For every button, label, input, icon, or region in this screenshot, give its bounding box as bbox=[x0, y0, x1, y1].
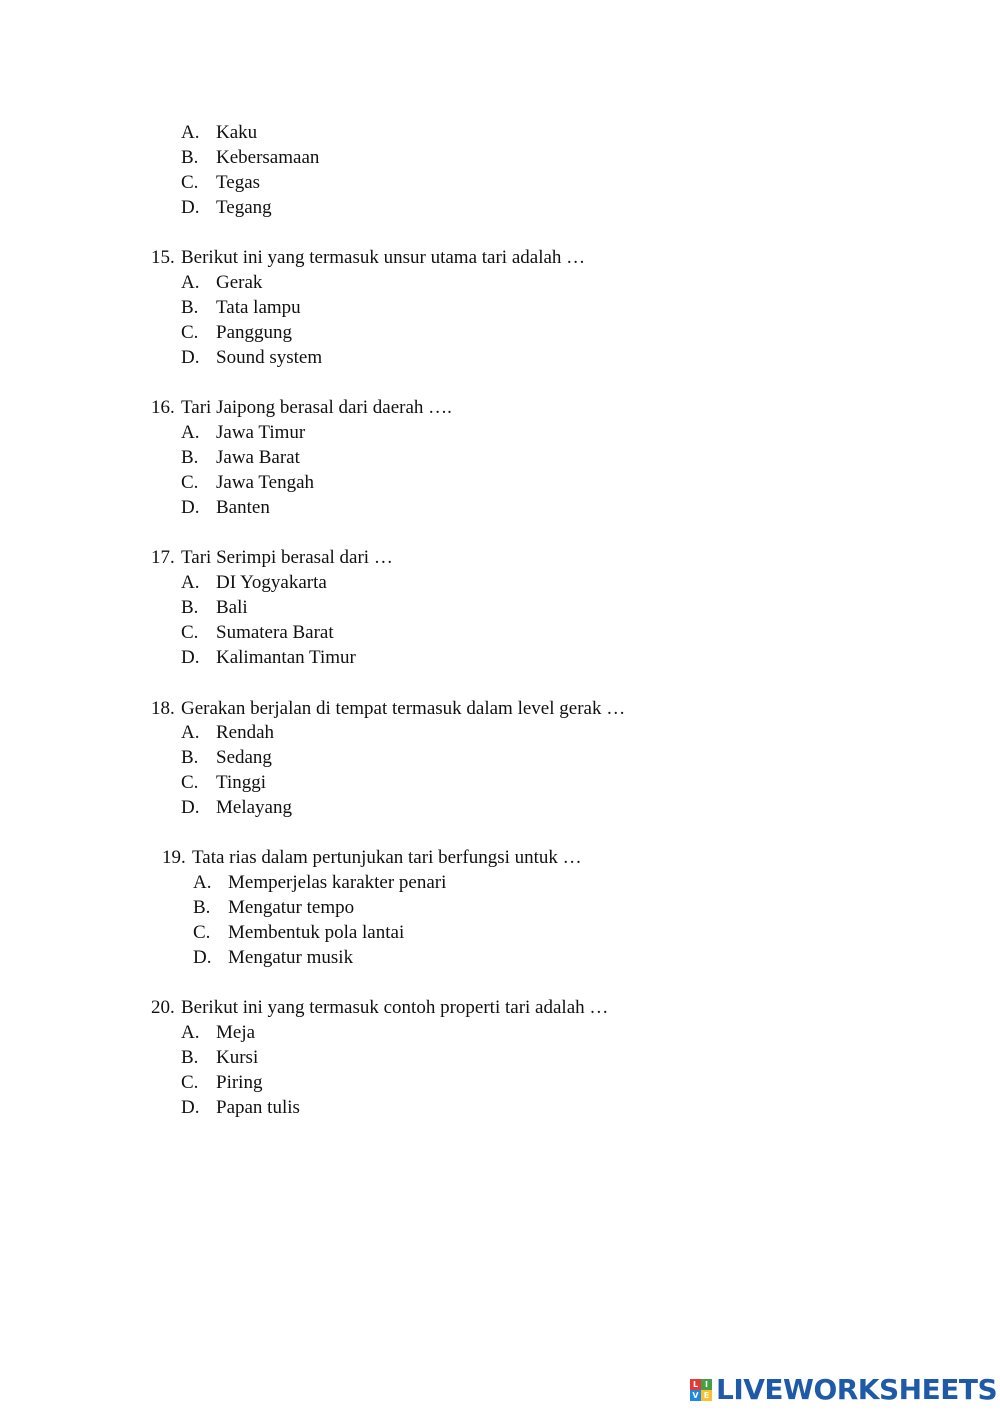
option-text: Gerak bbox=[216, 272, 263, 293]
option-letter: B. bbox=[181, 597, 199, 618]
option-letter: C. bbox=[181, 322, 199, 343]
question-text: Gerakan berjalan di tempat termasuk dalam level gerak … bbox=[181, 698, 626, 719]
option-letter: B. bbox=[181, 1047, 199, 1068]
option-text: Membentuk pola lantai bbox=[228, 922, 405, 943]
option-letter: C. bbox=[181, 772, 199, 793]
option-text: Mengatur tempo bbox=[228, 897, 355, 918]
option-text: Tinggi bbox=[216, 772, 266, 793]
logo-mark-cell: E bbox=[701, 1390, 712, 1401]
option-text: Piring bbox=[216, 1072, 263, 1093]
option-letter: C. bbox=[181, 172, 199, 193]
logo-mark-cell: V bbox=[690, 1390, 701, 1401]
option-text: Panggung bbox=[216, 322, 292, 343]
option-letter: D. bbox=[181, 797, 200, 818]
option-letter: D. bbox=[181, 1097, 200, 1118]
logo-mark-cell: I bbox=[701, 1379, 712, 1390]
option-text: Meja bbox=[216, 1022, 256, 1043]
question-text: Berikut ini yang termasuk contoh properti tari adalah … bbox=[181, 997, 609, 1018]
liveworksheets-logo bbox=[690, 1374, 997, 1406]
option-letter: B. bbox=[193, 897, 211, 918]
option-text: Tata lampu bbox=[216, 297, 301, 318]
option-text: Sound system bbox=[216, 347, 323, 368]
option-letter: A. bbox=[181, 422, 200, 443]
option-letter: B. bbox=[181, 447, 199, 468]
option-text: Sumatera Barat bbox=[216, 622, 334, 643]
option-text: Kursi bbox=[216, 1047, 259, 1068]
question-number: 19. bbox=[162, 847, 186, 868]
option-letter: D. bbox=[181, 197, 200, 218]
question-number: 17. bbox=[151, 547, 175, 568]
option-letter: A. bbox=[181, 122, 200, 143]
option-text: Rendah bbox=[216, 722, 275, 743]
option-text: Memperjelas karakter penari bbox=[228, 872, 447, 893]
option-text: Melayang bbox=[216, 797, 292, 818]
option-letter: C. bbox=[181, 622, 199, 643]
option-text: Banten bbox=[216, 497, 270, 518]
question-text: Berikut ini yang termasuk unsur utama tari adalah … bbox=[181, 247, 586, 268]
option-letter: D. bbox=[193, 947, 212, 968]
option-letter: A. bbox=[193, 872, 212, 893]
option-text: Kalimantan Timur bbox=[216, 647, 356, 668]
option-letter: C. bbox=[181, 1072, 199, 1093]
question-number: 20. bbox=[151, 997, 175, 1018]
question-number: 16. bbox=[151, 397, 175, 418]
question-text: Tata rias dalam pertunjukan tari berfungsi untuk … bbox=[192, 847, 582, 868]
option-text: Papan tulis bbox=[216, 1097, 300, 1118]
question-number: 18. bbox=[151, 698, 175, 719]
option-text: Mengatur musik bbox=[228, 947, 354, 968]
logo-mark-icon bbox=[690, 1379, 712, 1401]
option-text: Tegang bbox=[216, 197, 272, 218]
option-text: Tegas bbox=[216, 172, 261, 193]
option-letter: A. bbox=[181, 272, 200, 293]
option-letter: B. bbox=[181, 747, 199, 768]
option-text: Jawa Tengah bbox=[216, 472, 315, 493]
option-letter: B. bbox=[181, 297, 199, 318]
option-letter: B. bbox=[181, 147, 199, 168]
option-letter: D. bbox=[181, 347, 200, 368]
option-letter: D. bbox=[181, 497, 200, 518]
option-letter: C. bbox=[181, 472, 199, 493]
option-letter: D. bbox=[181, 647, 200, 668]
question-text: Tari Jaipong berasal dari daerah …. bbox=[181, 397, 452, 418]
option-text: Bali bbox=[216, 597, 248, 618]
option-letter: A. bbox=[181, 722, 200, 743]
option-text: Jawa Barat bbox=[216, 447, 300, 468]
option-letter: A. bbox=[181, 1022, 200, 1043]
option-text: Jawa Timur bbox=[216, 422, 306, 443]
logo-text: LIVEWORKSHEETS bbox=[716, 1373, 998, 1406]
option-letter: C. bbox=[193, 922, 211, 943]
option-letter: A. bbox=[181, 572, 200, 593]
option-text: Kaku bbox=[216, 122, 258, 143]
logo-mark-cell: L bbox=[690, 1379, 701, 1390]
option-text: DI Yogyakarta bbox=[216, 572, 327, 593]
question-text: Tari Serimpi berasal dari … bbox=[181, 547, 393, 568]
question-number: 15. bbox=[151, 247, 175, 268]
option-text: Sedang bbox=[216, 747, 272, 768]
option-text: Kebersamaan bbox=[216, 147, 320, 168]
